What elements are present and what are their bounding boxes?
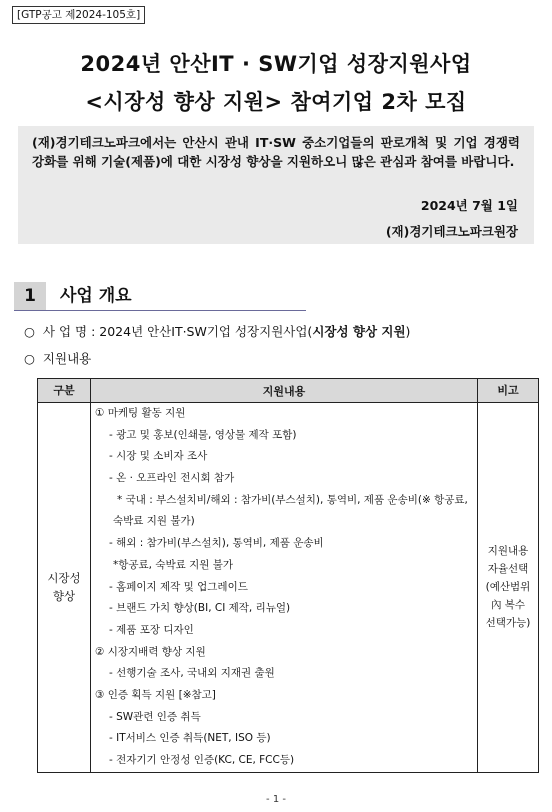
support-line: - 브랜드 가치 향상(BI, CI 제작, 리뉴얼): [109, 602, 291, 615]
circle-bullet-icon: ○: [24, 351, 35, 366]
support-line: - 해외 : 참가비(부스설치), 통역비, 제품 운송비: [109, 537, 324, 550]
project-name-bullet: [24, 323, 410, 341]
intro-text: (재)경기테크노파크에서는 안산시 관내 IT·SW 중소기업들의 판로개척 및 기업 경쟁력 강화를 위해 기술(제품)에 대한 시장성 향상을 지원하오니 많은 관심과 참여를 바랍니다.: [32, 135, 520, 169]
note-text: 지원내용 자율선택 (예산범위 內 복수 선택가능): [485, 545, 531, 630]
support-line: - 제품 포장 디자인: [109, 623, 194, 636]
support-line: - 온 · 오프라인 전시회 참가: [109, 472, 235, 485]
note-cell: [478, 403, 539, 773]
category-text: 시장성 향상: [47, 571, 81, 604]
project-name-bold: 시장성 향상 지원: [312, 324, 406, 339]
support-line: * 국내 : 부스설치비/해외 : 참가비(부스설치), 통역비, 제품 운송비(※ 항공료,: [117, 493, 468, 506]
support-line: - 시장 및 소비자 조사: [109, 450, 208, 463]
support-line: ③ 인증 획득 지원 [※참고]: [95, 688, 216, 701]
project-name-label: 사 업 명 : 2024년 안산IT·SW기업 성장지원사업(: [42, 324, 313, 339]
support-content-bullet: [24, 350, 91, 368]
support-line: - IT서비스 인증 취득(NET, ISO 등): [109, 732, 271, 745]
header-note: 비고: [478, 379, 539, 403]
document-title-line1: 2024년 안산IT · SW기업 성장지원사업: [80, 52, 472, 76]
support-line: - SW관련 인증 취득: [109, 710, 201, 723]
table-row: [38, 403, 539, 773]
support-table: [37, 378, 539, 773]
circle-bullet-icon: ○: [24, 324, 35, 339]
support-line: - 광고 및 홍보(인쇄물, 영상물 제작 포함): [109, 428, 297, 441]
support-line: *항공료, 숙박료 지원 불가: [113, 558, 234, 571]
support-line: 숙박료 지원 불가): [113, 515, 195, 528]
intro-date: 2024년 7월 1일: [420, 198, 518, 213]
section-number: 1: [14, 282, 46, 310]
support-line: - 전자기기 안정성 인증(KC, CE, FCC등): [109, 754, 295, 766]
table-header-row: [38, 379, 539, 403]
header-category: 구분: [38, 379, 91, 403]
intro-box: [18, 126, 534, 244]
support-line: ② 시장지배력 향상 지원: [95, 645, 206, 658]
category-cell: [38, 403, 91, 773]
document-title-line2: <시장성 향상 지원> 참여기업 2차 모집: [85, 90, 467, 114]
section-title: 사업 개요: [60, 286, 132, 306]
header-content: 지원내용: [91, 379, 478, 403]
intro-issuer: (재)경기테크노파크원장: [385, 224, 518, 239]
project-name-end: ): [405, 324, 411, 339]
notice-number: [GTP공고 제2024-105호]: [12, 6, 145, 24]
section-header: [14, 282, 306, 311]
support-content-label: 지원내용: [42, 351, 92, 366]
support-line: - 선행기술 조사, 국내외 지재권 출원: [109, 667, 275, 680]
content-cell: [91, 403, 478, 773]
support-line: - 홈페이지 제작 및 업그레이드: [109, 580, 248, 593]
support-line: ① 마케팅 활동 지원: [95, 407, 186, 419]
page-number: - 1 -: [266, 794, 286, 805]
content-lines: [95, 403, 477, 772]
